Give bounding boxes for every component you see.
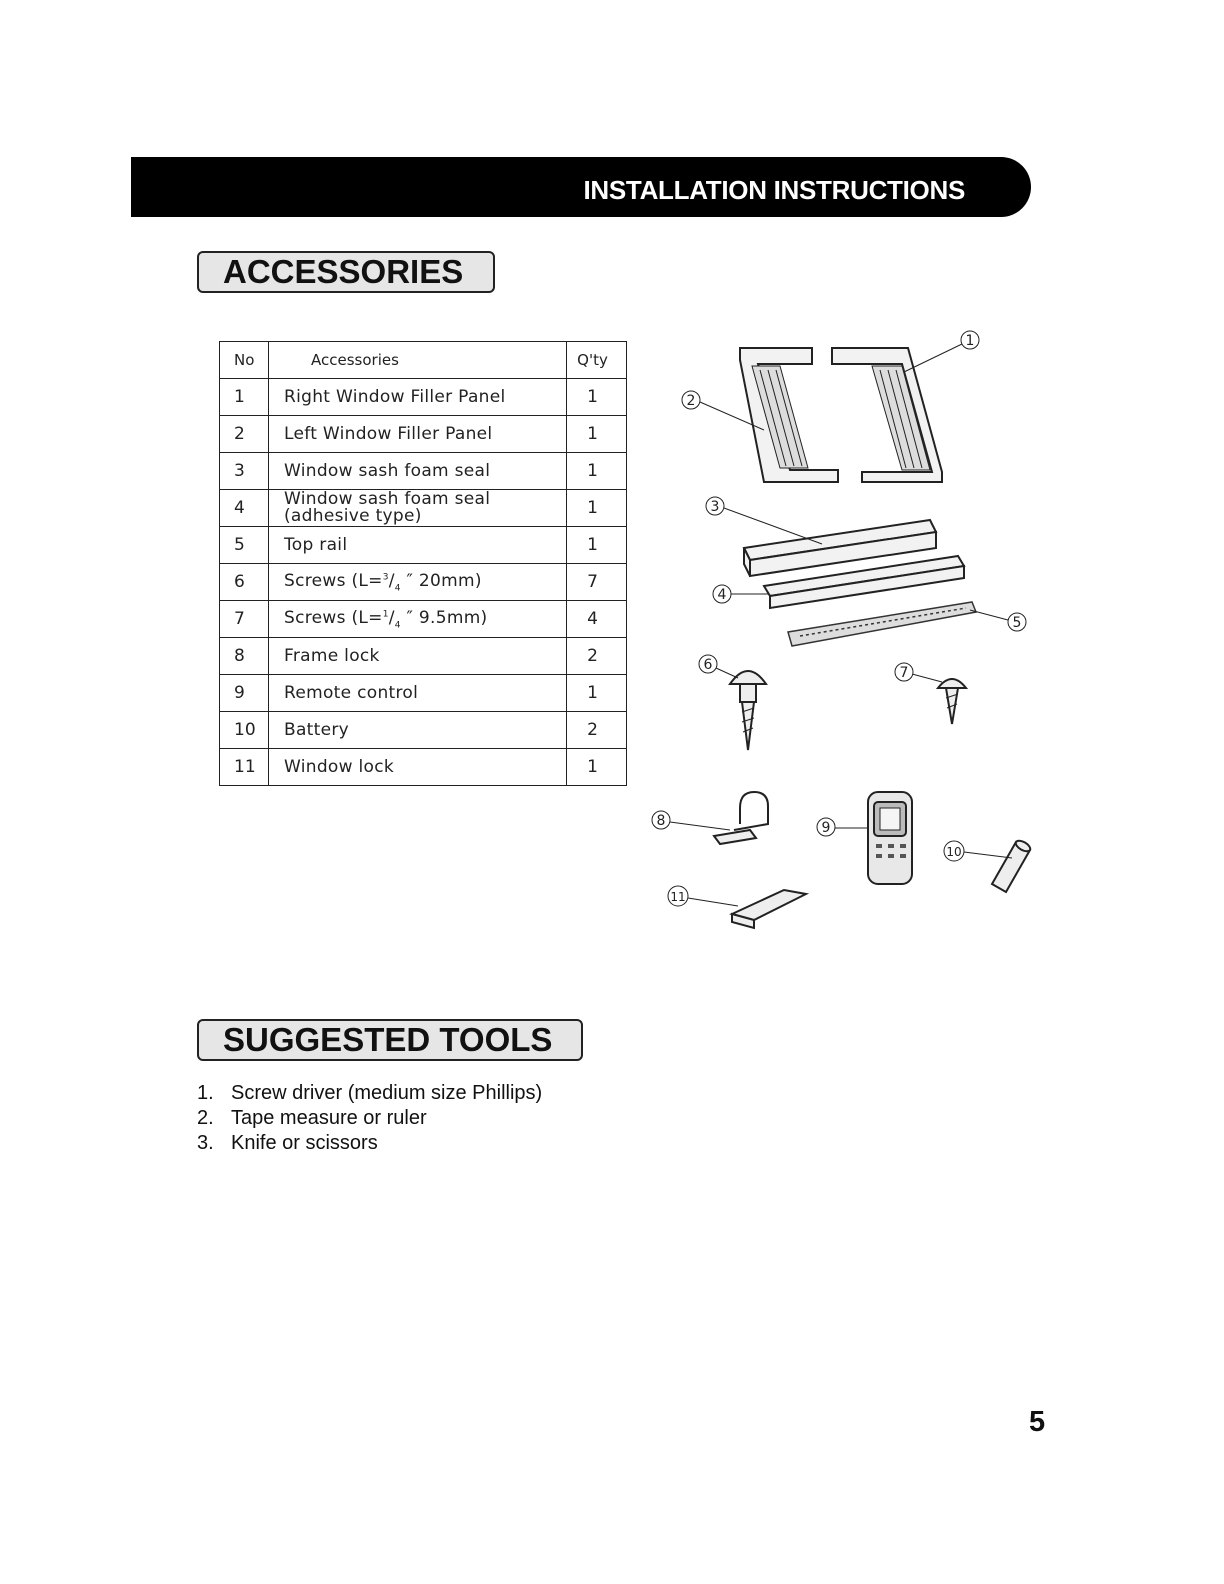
table-row [220, 527, 627, 564]
callout-8: 8 [656, 813, 666, 829]
accessories-table [219, 341, 627, 786]
callout-7: 7 [899, 665, 909, 681]
row-name-post: ″ 9.5mm) [406, 607, 488, 628]
list-item-number: 1. [197, 1082, 214, 1104]
callout-3: 3 [710, 499, 720, 515]
row-qty: 1 [567, 675, 627, 712]
table-row [220, 379, 627, 416]
fraction-numerator: 1 [382, 609, 389, 620]
header-bar [131, 157, 1031, 217]
row-qty: 2 [567, 638, 627, 675]
row-no: 10 [220, 712, 269, 749]
callout-10: 10 [946, 845, 962, 859]
list-item-number: 3. [197, 1132, 214, 1154]
list-item-number: 2. [197, 1107, 214, 1129]
column-header-no: No [220, 342, 269, 379]
row-name: Frame lock [269, 638, 567, 675]
column-header-accessories: Accessories [269, 342, 567, 379]
table-row [220, 490, 627, 527]
row-qty: 7 [567, 564, 627, 601]
row-name-line1: Window sash foam seal [284, 489, 491, 509]
row-qty: 1 [567, 453, 627, 490]
top-rail-drawing [788, 602, 976, 646]
fraction-numerator: 3 [382, 572, 389, 583]
remote-control-drawing [868, 792, 912, 884]
row-qty: 1 [567, 749, 627, 786]
fraction-denominator: 4 [394, 620, 401, 631]
table-row [220, 416, 627, 453]
row-name-post: ″ 20mm) [406, 570, 482, 591]
suggested-tools-title: SUGGESTED TOOLS [197, 1019, 583, 1061]
row-no: 8 [220, 638, 269, 675]
screw-small-drawing [938, 679, 966, 724]
row-qty: 2 [567, 712, 627, 749]
row-name-pre: Screws (L= [284, 570, 383, 591]
row-no: 4 [220, 490, 269, 527]
screw-large-drawing [730, 671, 766, 750]
list-item-text: Knife or scissors [231, 1132, 378, 1154]
list-item-text: Tape measure or ruler [231, 1107, 427, 1129]
row-qty: 1 [567, 379, 627, 416]
row-no: 1 [220, 379, 269, 416]
left-filler-panel-drawing [740, 348, 838, 482]
row-name: Right Window Filler Panel [269, 379, 567, 416]
row-name: Window lock [269, 749, 567, 786]
list-item [197, 1131, 542, 1156]
row-name: Remote control [269, 675, 567, 712]
right-filler-panel-drawing [832, 348, 942, 482]
list-item [197, 1106, 542, 1131]
battery-drawing [992, 839, 1032, 892]
callout-1: 1 [965, 333, 975, 349]
callout-2: 2 [686, 393, 696, 409]
row-name: Window sash foam seal [269, 453, 567, 490]
callout-11: 11 [670, 890, 686, 904]
table-row [220, 749, 627, 786]
row-name [269, 490, 567, 527]
table-row [220, 601, 627, 638]
tools-list [197, 1081, 542, 1156]
row-no: 11 [220, 749, 269, 786]
row-no: 9 [220, 675, 269, 712]
list-item-text: Screw driver (medium size Phillips) [231, 1082, 543, 1104]
row-name: Screws ($L=^3/_4$ ″ 20mm) [269, 564, 567, 601]
accessories-title: ACCESSORIES [197, 251, 495, 293]
row-name-pre: Screws (L= [284, 607, 383, 628]
row-no: 5 [220, 527, 269, 564]
row-name-line2: (adhesive type) [284, 506, 422, 526]
row-name: Left Window Filler Panel [269, 416, 567, 453]
row-name: Top rail [269, 527, 567, 564]
header-title: INSTALLATION INSTRUCTIONS [583, 175, 965, 205]
row-qty: 1 [567, 490, 627, 527]
callout-9: 9 [821, 820, 831, 836]
frame-lock-drawing [714, 792, 768, 844]
table-header-row [220, 342, 627, 379]
table-row [220, 712, 627, 749]
callout-5: 5 [1012, 615, 1022, 631]
row-qty: 4 [567, 601, 627, 638]
table-row [220, 453, 627, 490]
window-lock-drawing [732, 890, 806, 928]
column-header-qty: Q'ty [567, 342, 627, 379]
row-name: Screws ($L=^1/_4$ ″ 9.5mm) [269, 601, 567, 638]
row-no: 3 [220, 453, 269, 490]
table-row [220, 638, 627, 675]
list-item [197, 1081, 542, 1106]
table-row [220, 564, 627, 601]
row-name: Battery [269, 712, 567, 749]
fraction-denominator: 4 [394, 583, 401, 594]
callout-4: 4 [717, 587, 727, 603]
row-no: 6 [220, 564, 269, 601]
callout-6: 6 [703, 657, 713, 673]
callouts [652, 331, 1026, 906]
row-qty: 1 [567, 527, 627, 564]
row-qty: 1 [567, 416, 627, 453]
row-no: 7 [220, 601, 269, 638]
row-no: 2 [220, 416, 269, 453]
table-row [220, 675, 627, 712]
page-number: 5 [1029, 1406, 1046, 1438]
accessories-illustration [640, 320, 1060, 950]
